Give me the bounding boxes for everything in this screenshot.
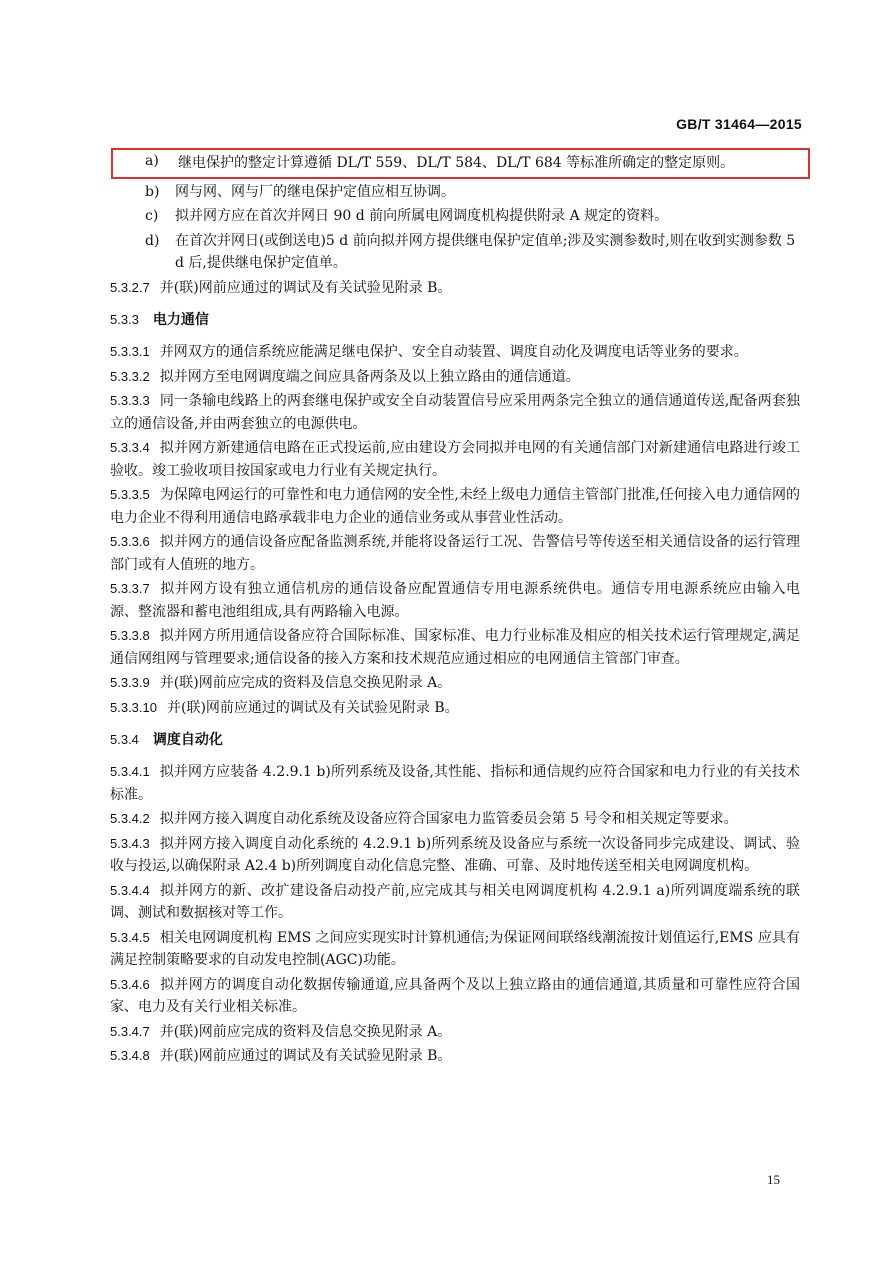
list-item-text: 网与网、网与厂的继电保护定值应相互协调。 <box>175 183 455 200</box>
list-marker: c) <box>145 208 159 224</box>
clause-5-3-3-2 <box>110 366 800 389</box>
clause-5-3-3-5 <box>110 484 800 529</box>
clause-text: 拟并网方设有独立通信机房的通信设备应配置通信专用电源系统供电。通信专用电源系统应由输入电源、整流器和蓄电池组组成,具有两路输入电源。 <box>110 581 800 620</box>
clause-number: 5.3.3.1 <box>110 344 150 359</box>
list-item-d <box>110 230 800 275</box>
section-title: 调度自动化 <box>152 732 223 748</box>
clause-5-3-3-3 <box>110 390 800 435</box>
clause-number: 5.3.4.5 <box>110 929 150 945</box>
clause-5-3-4-5 <box>110 927 800 972</box>
clause-text: 拟并网方应装备 4.2.9.1 b)所列系统及设备,其性能、指标和通信规约应符合国家和电力行业的有关技术标准。 <box>110 764 800 803</box>
clause-text: 并(联)网前应完成的资料及信息交换见附录 A。 <box>159 675 452 691</box>
clause-number: 5.3.4.3 <box>110 835 150 851</box>
section-number: 5.3.3 <box>110 312 139 327</box>
clause-5-3-4-3 <box>110 833 800 878</box>
list-item-text: 拟并网方应在首次并网日 90 d 前向所属电网调度机构提供附录 A 规定的资料。 <box>175 208 669 224</box>
clause-number: 5.3.3.7 <box>110 581 150 596</box>
clause-5-3-4-4 <box>110 880 800 925</box>
clause-5-3-3-6 <box>110 531 800 576</box>
document-body <box>110 150 800 1070</box>
list-marker: b) <box>145 183 160 200</box>
clause-5-3-4-1 <box>110 761 800 806</box>
clause-text: 并网双方的通信系统应能满足继电保护、安全自动装置、调度自动化及调度电话等业务的要求。 <box>159 344 748 360</box>
clause-text: 并(联)网前应通过的调试及有关试验见附录 B。 <box>167 699 459 716</box>
clause-number: 5.3.3.2 <box>110 368 150 384</box>
clause-5-3-3-4 <box>110 437 800 482</box>
clause-number: 5.3.4.8 <box>110 1048 150 1063</box>
clause-number: 5.3.2.7 <box>110 279 150 295</box>
clause-number: 5.3.4.2 <box>110 811 150 826</box>
clause-5-3-4-8 <box>110 1045 800 1068</box>
clause-number: 5.3.3.6 <box>110 534 150 549</box>
clause-number: 5.3.3.8 <box>110 628 150 643</box>
clause-5-3-3-1 <box>110 341 800 364</box>
clause-5-3-4-6 <box>110 974 800 1019</box>
clause-number: 5.3.4.7 <box>110 1023 150 1039</box>
list-item-text: 在首次并网日(或倒送电)5 d 前向拟并网方提供继电保护定值单;涉及实测参数时,则在收到实测参数 5 d 后,提供继电保护定值单。 <box>175 232 796 271</box>
clause-text: 拟并网方接入调度自动化系统及设备应符合国家电力监管委员会第 5 号令和相关规定等要求。 <box>159 811 738 827</box>
section-number: 5.3.4 <box>110 732 139 747</box>
list-item-b <box>110 181 800 204</box>
clause-number: 5.3.4.6 <box>110 976 150 992</box>
clause-text: 同一条输电线路上的两套继电保护或安全自动装置信号应采用两条完全独立的通信通道传送,配备两套独立的通信设备,并由两套独立的电源供电。 <box>110 393 800 432</box>
clause-text: 并(联)网前应完成的资料及信息交换见附录 A。 <box>159 1023 452 1040</box>
clause-5-3-3-7 <box>110 578 800 623</box>
clause-5-3-3-10 <box>110 697 800 720</box>
clause-text: 拟并网方的通信设备应配备监测系统,并能将设备运行工况、告警信号等传送至相关通信设备的运行管理部门或有人值班的地方。 <box>110 534 800 573</box>
clause-text: 并(联)网前应通过的调试及有关试验见附录 B。 <box>159 279 452 296</box>
section-heading-5-3-4 <box>110 729 800 751</box>
standard-number: GB/T 31464—2015 <box>676 116 802 132</box>
list-item-a <box>113 150 808 177</box>
list-marker: a) <box>145 153 159 169</box>
clause-text: 为保障电网运行的可靠性和电力通信网的安全性,未经上级电力通信主管部门批准,任何接入电力通信网的电力企业不得利用通信电路承载非电力企业的通信业务或从事营业性活动。 <box>110 487 800 526</box>
clause-number: 5.3.4.4 <box>110 882 150 898</box>
clause-text: 拟并网方所用通信设备应符合国际标准、国家标准、电力行业标准及相应的相关技术运行管理规定,满足通信网组网与管理要求;通信设备的接入方案和技术规范应通过相应的电网通信主管部门审查。 <box>110 628 800 667</box>
clause-text: 拟并网方接入调度自动化系统的 4.2.9.1 b)所列系统及设备应与系统一次设备同步完成建设、调试、验收与投运,以确保附录 A2.4 b)所列调度自动化信息完整、准确、可靠、及时地传送至相关电网调度机构。 <box>110 835 800 874</box>
clause-5-3-4-2 <box>110 808 800 831</box>
clause-5-3-3-8 <box>110 625 800 670</box>
section-heading-5-3-3 <box>110 309 800 331</box>
clause-number: 5.3.4.1 <box>110 764 150 779</box>
clause-text: 拟并网方新建通信电路在正式投运前,应由建设方会同拟并电网的有关通信部门对新建通信电路进行竣工验收。竣工验收项目按国家或电力行业有关规定执行。 <box>110 440 800 479</box>
clause-number: 5.3.3.9 <box>110 675 150 690</box>
clause-number: 5.3.3.5 <box>110 487 150 502</box>
section-title: 电力通信 <box>152 312 209 328</box>
clause-5-3-3-9 <box>110 672 800 695</box>
clause-5-3-4-7 <box>110 1021 800 1044</box>
list-item-c <box>110 205 800 228</box>
list-item-text: 继电保护的整定计算遵循 DL/T 559、DL/T 584、DL/T 684 等标准所确定的整定原则。 <box>178 155 735 171</box>
page-number: 15 <box>767 1172 780 1187</box>
clause-number: 5.3.3.3 <box>110 393 150 408</box>
clause-5-3-2-7 <box>110 277 800 300</box>
list-marker: d) <box>145 232 160 249</box>
clause-text: 相关电网调度机构 EMS 之间应实现实时计算机通信;为保证网间联络线潮流按计划值运行,EMS 应具有满足控制策略要求的自动发电控制(AGC)功能。 <box>110 929 800 968</box>
clause-number: 5.3.3.10 <box>110 699 157 715</box>
clause-text: 并(联)网前应通过的调试及有关试验见附录 B。 <box>159 1048 452 1064</box>
clause-text: 拟并网方至电网调度端之间应具备两条及以上独立路由的通信通道。 <box>159 368 580 385</box>
clause-number: 5.3.3.4 <box>110 440 150 455</box>
clause-text: 拟并网方的新、改扩建设备启动投产前,应完成其与相关电网调度机构 4.2.9.1 a)所列调度端系统的联调、测试和数据核对等工作。 <box>110 882 800 921</box>
clause-text: 拟并网方的调度自动化数据传输通道,应具备两个及以上独立路由的通信通道,其质量和可靠性应符合国家、电力及有关行业相关标准。 <box>110 976 800 1015</box>
